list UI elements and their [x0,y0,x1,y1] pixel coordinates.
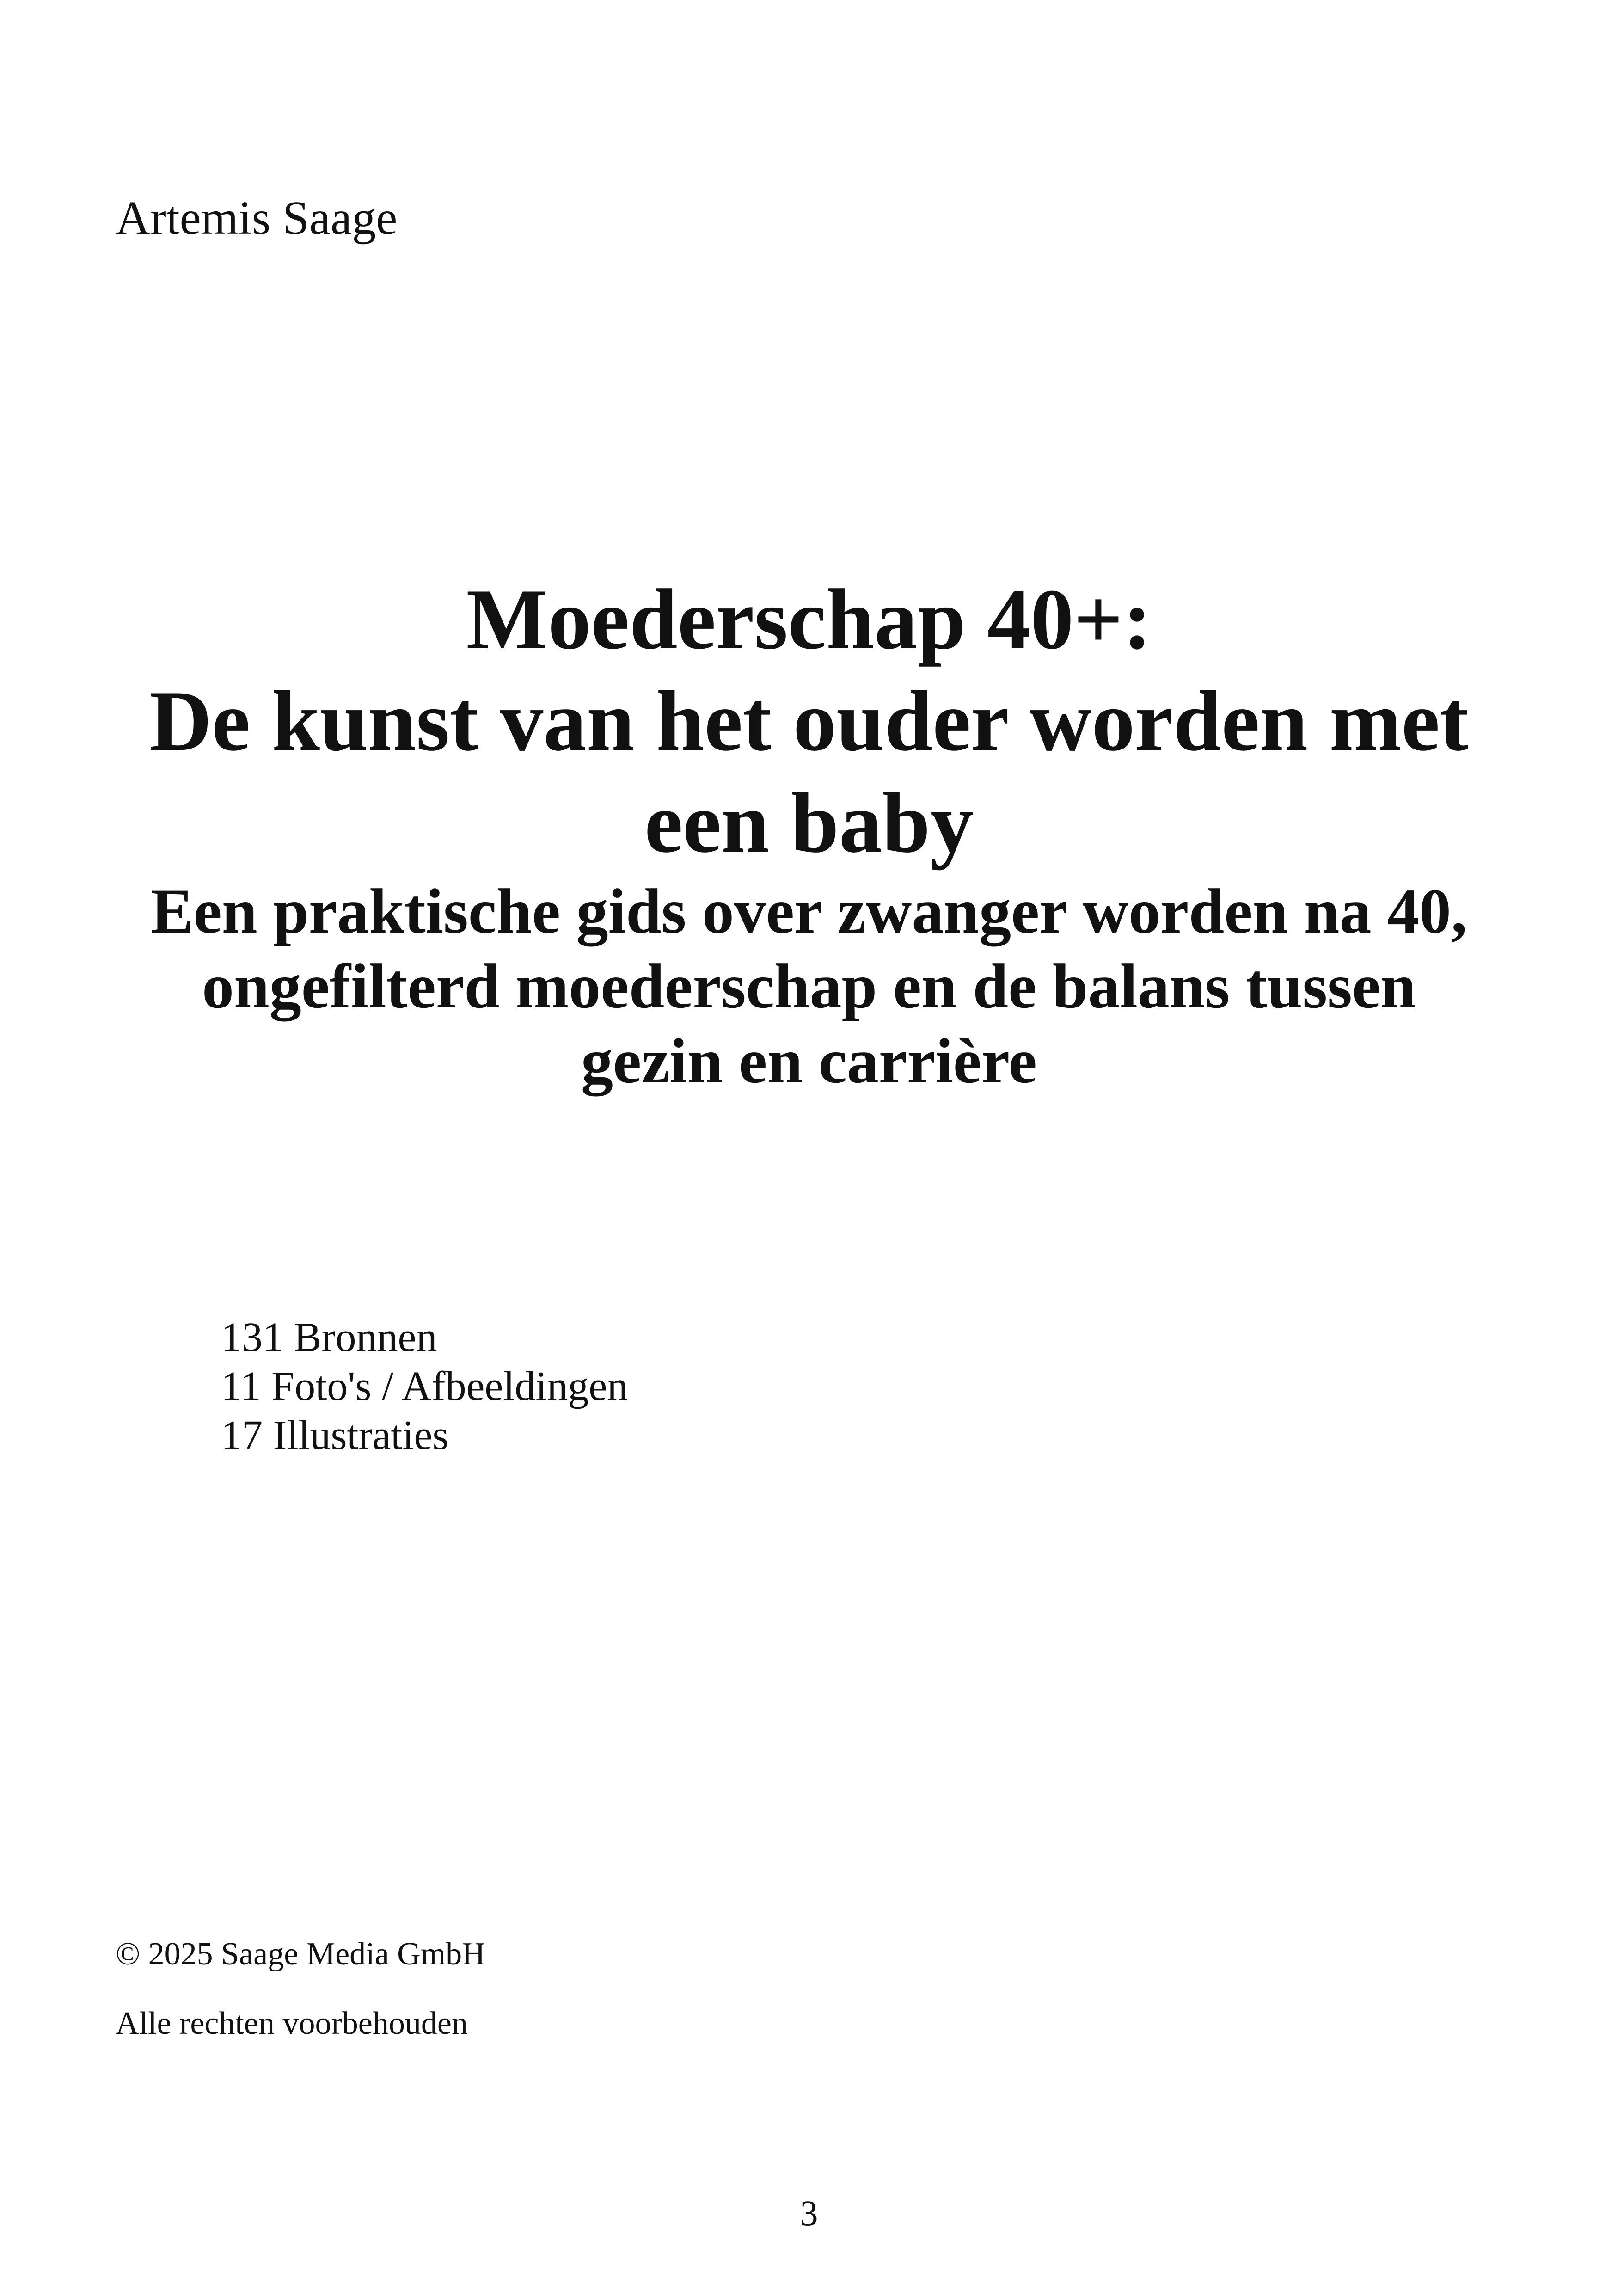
book-title-line: Moederschap 40+: [466,571,1152,667]
book-stats-list [221,1313,628,1460]
book-subtitle [92,874,1526,1099]
book-title-line: een baby [644,775,974,871]
book-subtitle-line: ongefilterd moederschap en de balans tussen [202,951,1416,1021]
author-name: Artemis Saage [116,191,398,245]
book-subtitle-line: Een praktische gids over zwanger worden na 40, [151,876,1467,946]
page-number: 3 [800,2193,818,2233]
stat-illustrations: 17 Illustraties [221,1412,449,1458]
stat-photos: 11 Foto's / Afbeeldingen [221,1363,628,1409]
book-title-line: De kunst van het ouder worden met [149,673,1469,769]
rights-notice: Alle rechten voorbehouden [116,2006,468,2041]
book-subtitle-line: gezin en carrière [581,1025,1037,1096]
stat-sources: 131 Bronnen [221,1314,437,1360]
title-block [92,569,1526,1099]
copyright-notice: © 2025 Saage Media GmbH [116,1936,485,1972]
